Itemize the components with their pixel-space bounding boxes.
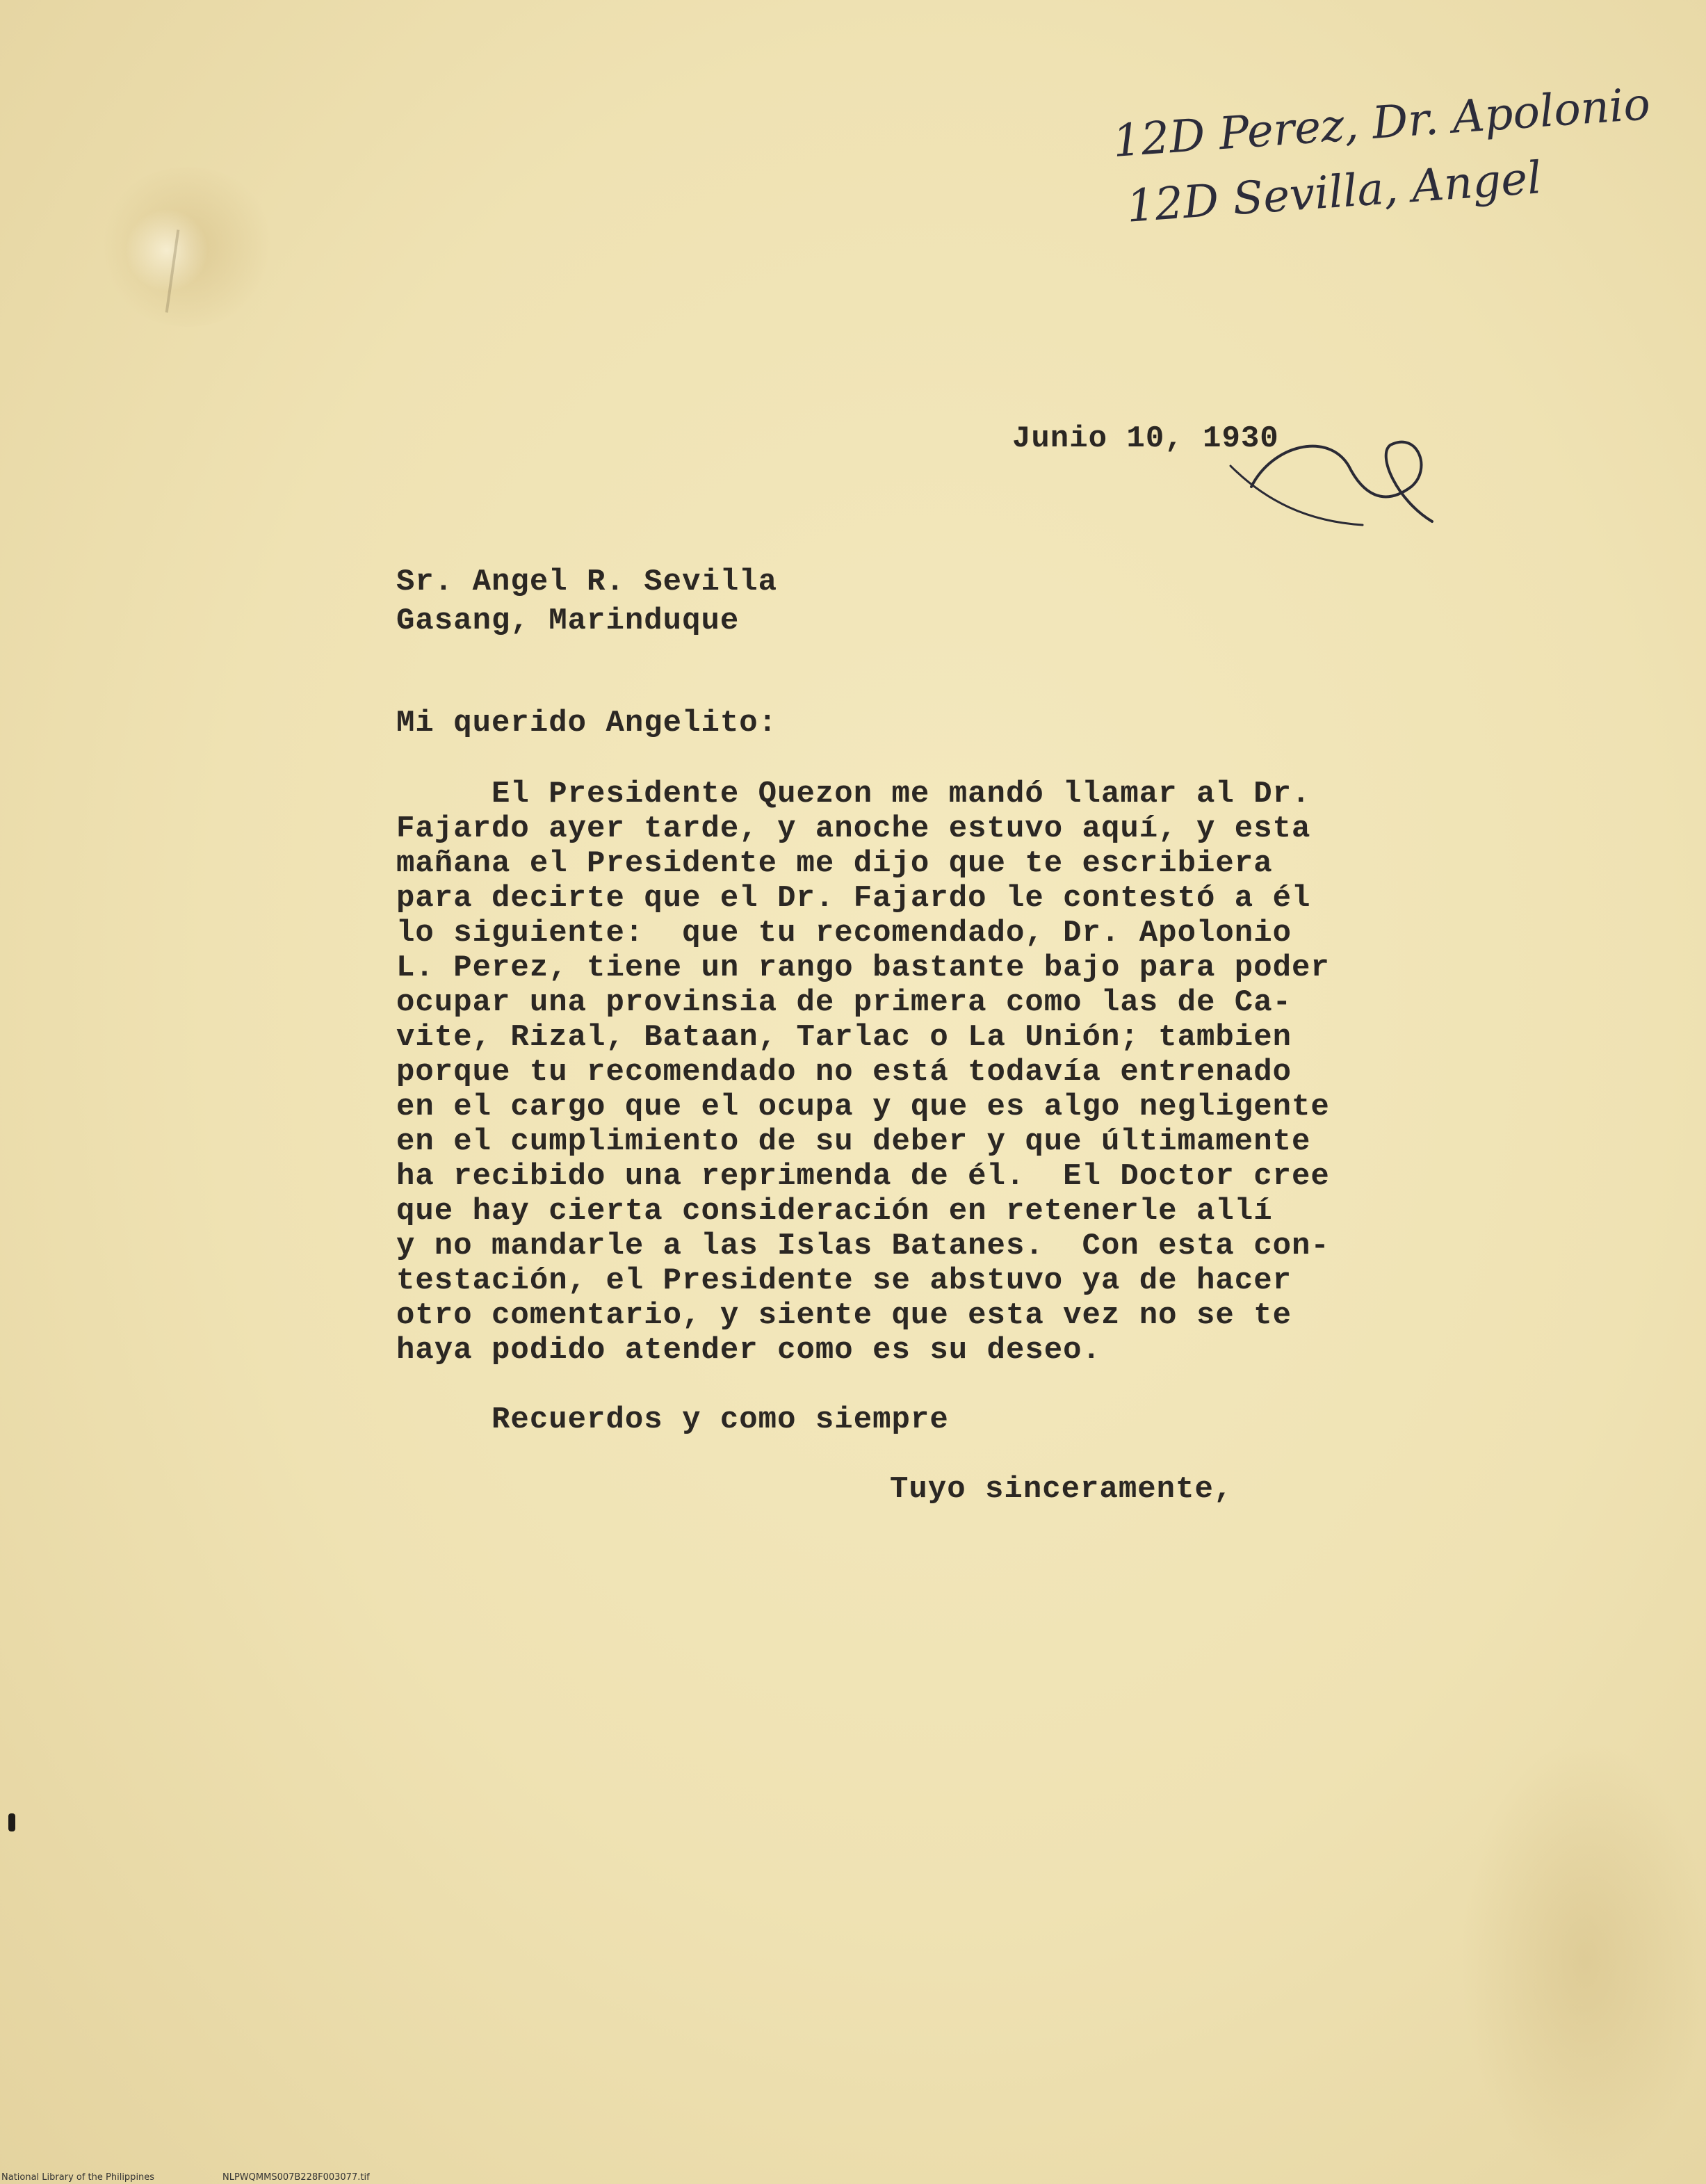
footer-file-id: NLPWQMMS007B228F003077.tif	[222, 2172, 370, 2183]
margin-ink-mark	[8, 1813, 15, 1831]
salutation: Mi querido Angelito:	[396, 706, 778, 741]
body-line: ha recibido una reprimenda de él. El Doctor cree	[396, 1159, 1330, 1194]
signoff: Tuyo sinceramente,	[890, 1472, 1233, 1507]
paper-stain	[125, 209, 209, 292]
handwritten-annotation-1: 12D Perez, Dr. Apolonio	[1111, 79, 1652, 168]
paper-stain	[1460, 1738, 1706, 2183]
body-line: y no mandarle a las Islas Batanes. Con esta con-	[396, 1229, 1330, 1263]
handwritten-scribble	[1224, 403, 1446, 542]
body-line: Fajardo ayer tarde, y anoche estuvo aquí, y esta	[396, 811, 1311, 846]
recipient-address: Gasang, Marinduque	[396, 604, 740, 638]
body-line: vite, Rizal, Bataan, Tarlac o La Unión; tambien	[396, 1020, 1292, 1055]
body-line: El Presidente Quezon me mandó llamar al Dr.	[396, 777, 1311, 811]
body-line: en el cargo que el ocupa y que es algo negligente	[396, 1090, 1330, 1124]
body-line: lo siguiente: que tu recomendado, Dr. Apolonio	[396, 916, 1292, 951]
paper-stain	[97, 167, 278, 327]
recipient-name: Sr. Angel R. Sevilla	[396, 565, 778, 599]
body-line: para decirte que el Dr. Fajardo le contestó a él	[396, 881, 1311, 916]
body-line: que hay cierta consideración en retenerle allí	[396, 1194, 1273, 1229]
body-line: porque tu recomendado no está todavía entrenado	[396, 1055, 1292, 1090]
body-line: otro comentario, y siente que esta vez no se te	[396, 1298, 1292, 1333]
closing-line: Recuerdos y como siempre	[396, 1402, 949, 1437]
footer-institution: National Library of the Philippines	[1, 2172, 155, 2183]
body-line: haya podido atender como es su deseo.	[396, 1333, 1101, 1368]
paper-crease	[165, 229, 180, 312]
letter-date: Junio 10, 1930	[1012, 421, 1279, 456]
body-line: ocupar una provinsia de primera como las de Ca-	[396, 985, 1292, 1020]
body-line: L. Perez, tiene un rango bastante bajo para poder	[396, 951, 1330, 985]
body-line: en el cumplimiento de su deber y que últimamente	[396, 1124, 1311, 1159]
handwritten-annotation-2: 12D Sevilla, Angel	[1125, 152, 1543, 233]
body-line: mañana el Presidente me dijo que te escribiera	[396, 846, 1273, 881]
body-line: testación, el Presidente se abstuvo ya de hacer	[396, 1263, 1292, 1298]
